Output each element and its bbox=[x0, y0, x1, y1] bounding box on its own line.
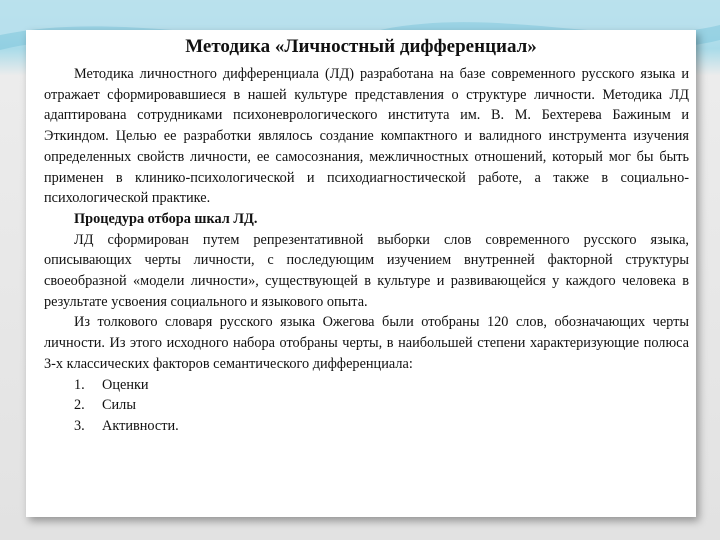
paragraph: ЛД сформирован путем репрезентативной выборки слов современного русского языка, описывающих черты личности, с последующим изучением внутренней факторной структуры своеобразной «модели личности», существующей в культуре и развивающейся у каждого человека в результате усвоения социального и языкового опыта. bbox=[44, 231, 689, 310]
slide-body bbox=[44, 64, 689, 437]
paragraph: Из толкового словаря русского языка Ожегова были отобраны 120 слов, обозначающих черты личности. Из этого исходного набора отобраны черты, в наибольшей степени характеризующие полюса 3-х классических факторов семантического дифференциала: bbox=[44, 314, 689, 372]
content-box bbox=[26, 30, 696, 517]
list-item: 1. Оценки bbox=[74, 376, 149, 393]
list-item: 2. Силы bbox=[74, 397, 136, 414]
factor-list bbox=[44, 375, 689, 437]
slide-title: Методика «Личностный дифференциал» bbox=[185, 36, 537, 57]
section-heading: Процедура отбора шкал ЛД. bbox=[74, 210, 258, 227]
paragraph: Методика личностного дифференциала (ЛД) разработана на базе современного русского языка и отражает сформировавшиеся в нашей культуре представления о структуре личности. Методика ЛД адаптирована сотрудниками психоневрологического института им. В. М. Бехтерева Бажиным и Эткиндом. Целью ее разработки являлось создание компактного и валидного инструмента изучения определенных свойств личности, ее самосознания, межличностных отношений, который мог бы быть применен в клинико-психологической и психодиагностической работе, а также в социально-психологической практике. bbox=[44, 66, 689, 207]
list-item: 3. Активности. bbox=[74, 417, 179, 434]
